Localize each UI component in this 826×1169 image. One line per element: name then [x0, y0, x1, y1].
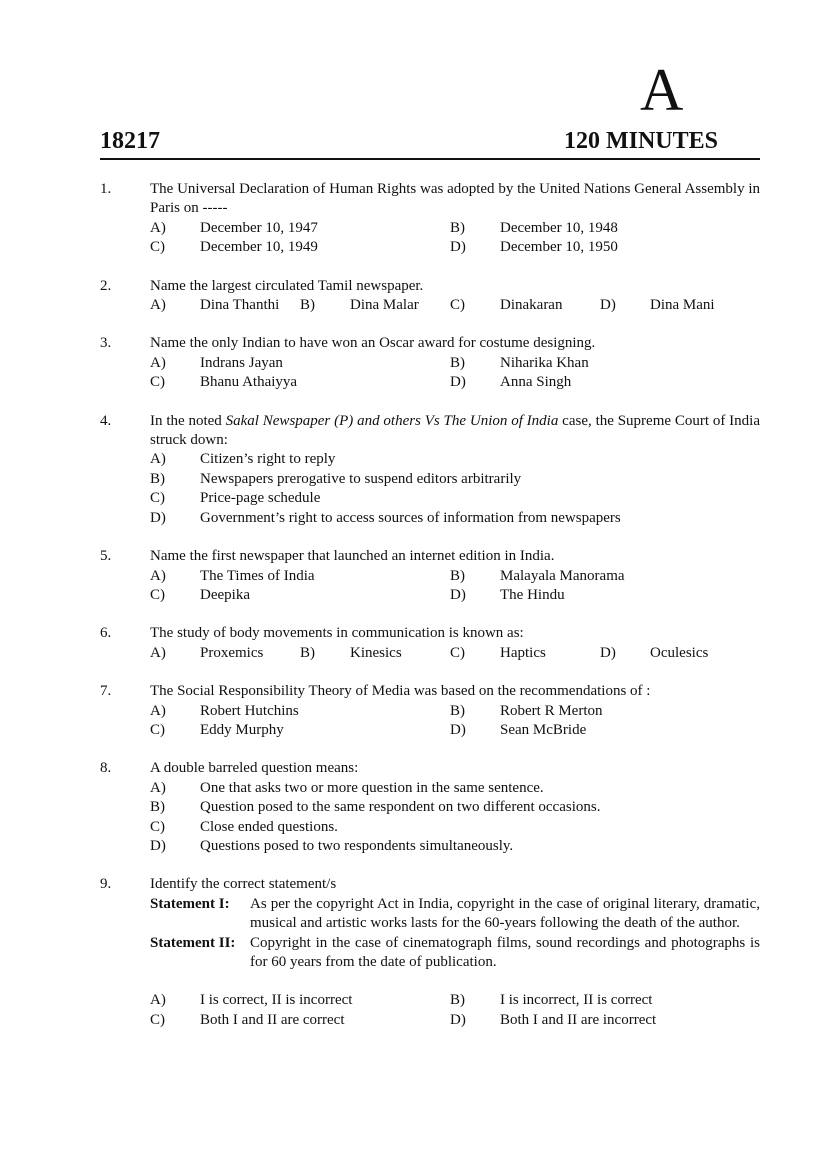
option-label: B) — [450, 992, 465, 1009]
question-list — [100, 180, 760, 1049]
option-label: A) — [150, 354, 166, 371]
question-number: 5. — [100, 548, 112, 565]
question-number: 6. — [100, 625, 112, 642]
option-text: Dina Mani — [650, 297, 715, 314]
question-6 — [100, 624, 760, 663]
statement-text: As per the copyright Act in India, copyright in the case of original literary, dramatic, musical and artistic works lasts for the 60-years following the death of the author. — [250, 895, 760, 932]
option-label: D) — [600, 644, 616, 661]
option-text: Proxemics — [200, 644, 264, 661]
options — [150, 354, 760, 393]
question-number: 9. — [100, 876, 112, 893]
option-text: December 10, 1949 — [200, 239, 318, 256]
question-3 — [100, 334, 760, 392]
option-text: One that asks two or more question in the same sentence. — [200, 779, 544, 796]
option-label: C) — [150, 1011, 165, 1028]
question-9 — [100, 875, 760, 1030]
question-number: 7. — [100, 683, 112, 700]
option-label: C) — [150, 374, 165, 391]
option-text: Government’s right to access sources of information from newspapers — [200, 509, 621, 526]
option-text: Kinesics — [350, 644, 402, 661]
option-label: B) — [450, 567, 465, 584]
option-label: A) — [150, 992, 166, 1009]
option-text: Robert Hutchins — [200, 702, 299, 719]
option-label: C) — [150, 721, 165, 738]
option-label: C) — [150, 490, 165, 507]
options — [150, 450, 760, 528]
option-text: Niharika Khan — [500, 354, 589, 371]
question-1 — [100, 180, 760, 258]
options — [150, 779, 760, 857]
question-2 — [100, 277, 760, 316]
question-text: Name the largest circulated Tamil newspaper. — [150, 277, 424, 294]
option-text: I is correct, II is incorrect — [200, 992, 353, 1009]
option-text: December 10, 1950 — [500, 239, 618, 256]
question-number: 2. — [100, 277, 112, 294]
option-text: Dina Thanthi — [200, 297, 280, 314]
question-text: Name the only Indian to have won an Oscar award for costume designing. — [150, 335, 596, 352]
option-label: D) — [150, 509, 166, 526]
option-label: D) — [450, 374, 466, 391]
question-number: 1. — [100, 181, 112, 197]
option-label: A) — [150, 702, 166, 719]
option-label: A) — [150, 451, 166, 468]
question-series-letter: A — [640, 57, 684, 123]
option-text: Indrans Jayan — [200, 354, 283, 371]
option-label: B) — [300, 644, 315, 661]
option-text: Price-page schedule — [200, 490, 321, 507]
option-text: Question posed to the same respondent on two different occasions. — [200, 799, 601, 816]
option-label: B) — [450, 702, 465, 719]
option-text: Oculesics — [650, 644, 709, 661]
options — [150, 702, 760, 741]
option-text: Both I and II are incorrect — [500, 1011, 657, 1028]
option-label: C) — [150, 239, 165, 256]
option-text: Anna Singh — [500, 374, 572, 391]
option-label: D) — [450, 239, 466, 256]
option-text: Bhanu Athaiyya — [200, 374, 298, 391]
option-label: A) — [150, 297, 166, 314]
question-text: A double barreled question means: — [150, 760, 359, 777]
option-text: Eddy Murphy — [200, 721, 284, 738]
option-text: Dinakaran — [500, 297, 563, 314]
statement-1 — [150, 895, 760, 934]
option-label: C) — [450, 644, 465, 661]
options — [150, 296, 760, 315]
option-label: B) — [150, 799, 165, 816]
option-label: C) — [450, 297, 465, 314]
question-text: The study of body movements in communication is known as: — [150, 625, 524, 642]
option-text: December 10, 1948 — [500, 219, 618, 236]
option-text: Newspapers prerogative to suspend editors arbitrarily — [200, 470, 522, 487]
question-text: The Universal Declaration of Human Rights was adopted by the United Nations General Assembly in Paris on ----- — [150, 181, 760, 217]
option-label: B) — [450, 219, 465, 236]
option-label: B) — [150, 470, 165, 487]
option-text: The Times of India — [200, 567, 315, 584]
option-text: I is incorrect, II is correct — [500, 992, 653, 1009]
option-label: A) — [150, 219, 166, 236]
option-label: D) — [450, 586, 466, 603]
statement-text: Copyright in the case of cinematograph films, sound recordings and photographs is for 60 years from the date of publication. — [250, 934, 760, 970]
question-text — [150, 412, 760, 451]
statement-label: Statement II: — [150, 934, 236, 951]
question-number: 3. — [100, 335, 112, 352]
question-text: Identify the correct statement/s — [150, 876, 337, 893]
question-8 — [100, 759, 760, 856]
option-label: D) — [450, 1011, 466, 1028]
option-text: Dina Malar — [350, 297, 419, 314]
option-text: Close ended questions. — [200, 818, 338, 835]
question-number: 8. — [100, 760, 112, 777]
option-label: A) — [150, 644, 166, 661]
option-label: D) — [150, 837, 166, 854]
question-5 — [100, 547, 760, 605]
option-text: The Hindu — [500, 586, 565, 603]
option-label: B) — [300, 297, 315, 314]
option-text: Robert R Merton — [500, 702, 603, 719]
option-label: B) — [450, 354, 465, 371]
header-divider — [100, 158, 760, 160]
paper-code: 18217 — [100, 128, 160, 154]
option-label: A) — [150, 567, 166, 584]
question-4 — [100, 412, 760, 528]
option-text: Malayala Manorama — [500, 567, 625, 584]
option-text: Questions posed to two respondents simultaneously. — [200, 837, 514, 854]
question-number: 4. — [100, 412, 112, 429]
option-text: Both I and II are correct — [200, 1011, 345, 1028]
option-label: D) — [450, 721, 466, 738]
statement-label: Statement I: — [150, 895, 230, 912]
exam-duration: 120 MINUTES — [563, 128, 718, 154]
option-label: D) — [600, 297, 616, 314]
option-text: Deepika — [200, 586, 250, 603]
options — [150, 991, 760, 1030]
options — [150, 644, 760, 663]
option-text: Haptics — [500, 644, 546, 661]
option-text: Citizen’s right to reply — [200, 451, 336, 468]
option-text: December 10, 1947 — [200, 219, 318, 236]
option-label: C) — [150, 818, 165, 835]
case-name: Sakal Newspaper (P) and others Vs The Union of India — [225, 412, 559, 429]
options — [150, 567, 760, 606]
question-text-tail: case, the Supreme Court of India struck down: — [150, 412, 760, 449]
question-text: Name the first newspaper that launched an internet edition in India. — [150, 548, 555, 565]
option-label: A) — [150, 779, 166, 796]
statement-2 — [150, 934, 760, 973]
question-text-lead: In the noted — [150, 412, 226, 429]
option-label: C) — [150, 586, 165, 603]
question-text: The Social Responsibility Theory of Media was based on the recommendations of : — [150, 683, 651, 700]
question-7 — [100, 682, 760, 740]
options — [150, 219, 760, 258]
option-text: Sean McBride — [500, 721, 587, 738]
